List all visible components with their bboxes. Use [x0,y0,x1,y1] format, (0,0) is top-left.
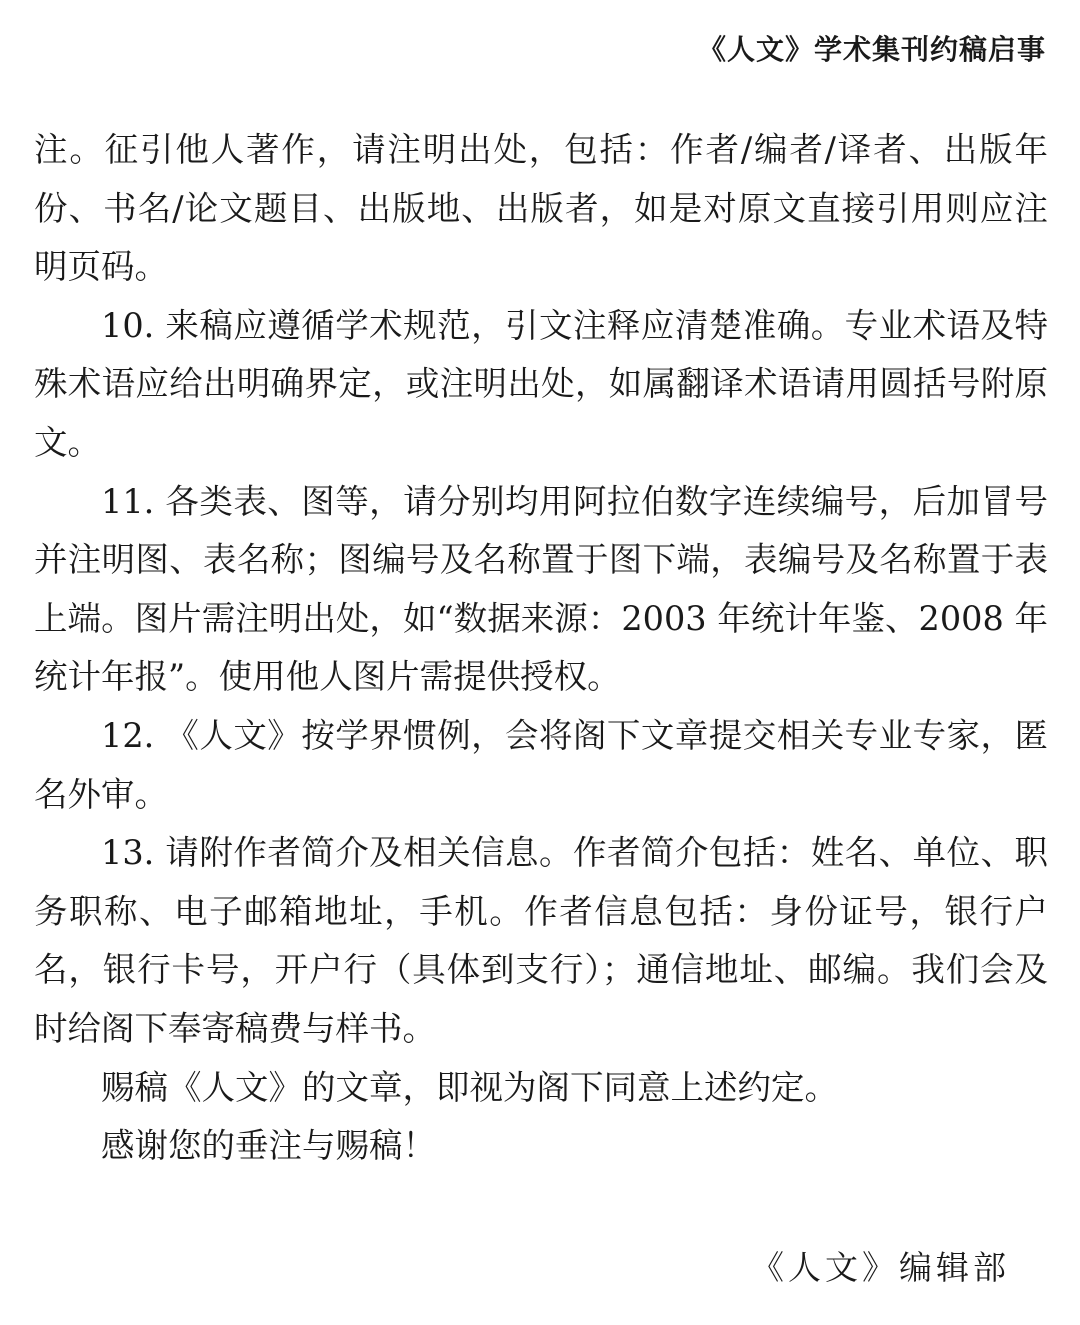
paragraph-item-11: 11. 各类表、图等，请分别均用阿拉伯数字连续编号，后加冒号并注明图、表名称；图编号及名称置于图下端，表编号及名称置于表上端。图片需注明出处，如“数据来源：2003 年统计年鉴、2008 年统计年报”。使用他人图片需提供授权。 [34,481,1048,697]
paragraph-agreement: 赐稿《人文》的文章，即视为阁下同意上述约定。 [101,1067,838,1107]
paragraph-item-10: 10. 来稿应遵循学术规范，引文注释应清楚准确。专业术语及特殊术语应给出明确界定，或注明出处，如属翻译术语请用圆括号附原文。 [34,305,1048,462]
paragraph-continuation: 注。征引他人著作，请注明出处，包括：作者/编者/译者、出版年份、书名/论文题目、出版地、出版者，如是对原文直接引用则应注明页码。 [34,130,1048,287]
article-body [34,121,1048,1176]
editorial-signature: 《人文》编辑部 [751,1248,1010,1287]
paragraph-item-12: 12. 《人文》按学界惯例，会将阁下文章提交相关专业专家，匿名外审。 [34,715,1048,814]
paragraph-thanks: 感谢您的垂注与赐稿！ [101,1126,436,1166]
page-header-title: 《人文》学术集刊约稿启事 [697,33,1046,66]
paragraph-item-13: 13. 请附作者简介及相关信息。作者简介包括：姓名、单位、职务职称、电子邮箱地址，手机。作者信息包括：身份证号，银行户名，银行卡号，开户行（具体到支行）；通信地址、邮编。我们会及时给阁下奉寄稿费与样书。 [34,833,1048,1048]
